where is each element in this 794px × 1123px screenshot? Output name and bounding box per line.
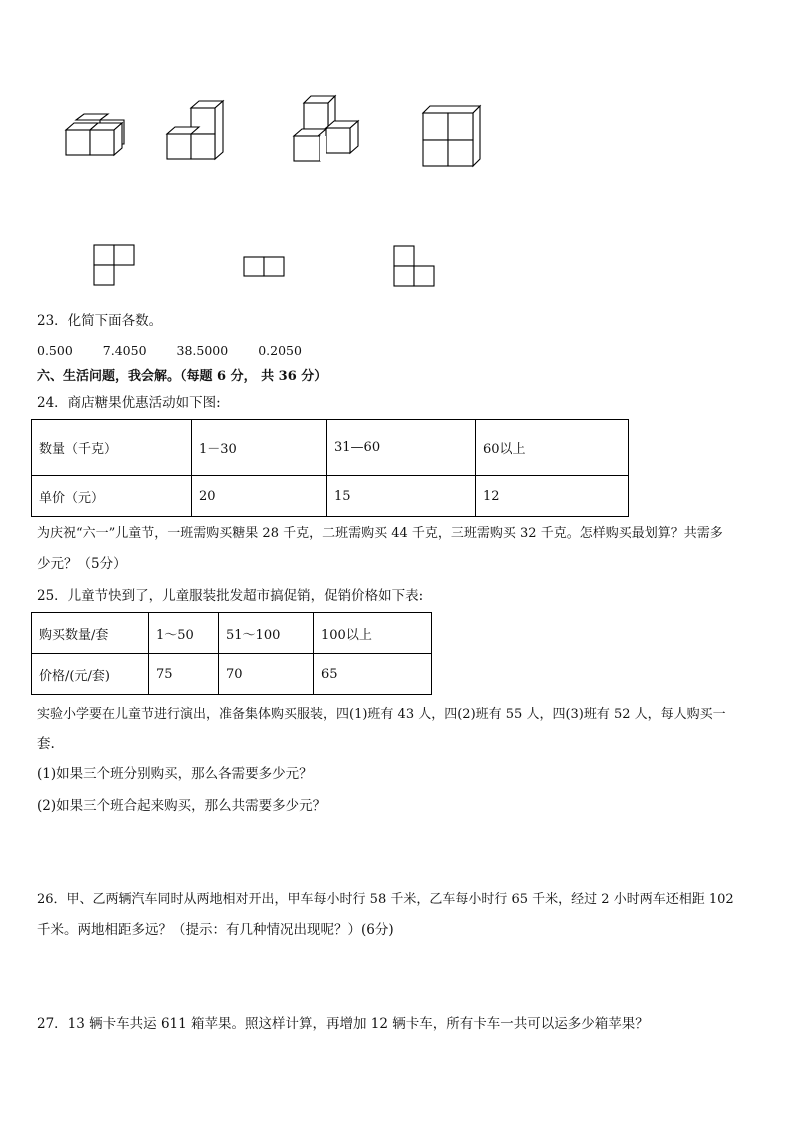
table-cell: 100以上 [314, 613, 432, 654]
table-cell: 31—60 [327, 420, 476, 476]
q24-text-line-1: 为庆祝“六一”儿童节，一班需购买糖果 28 千克，二班需购买 44 千克，三班需购买 32 千克。怎样购买最划算？共需多 [37, 526, 723, 541]
q23-title: 23．化简下面各数。 [37, 313, 163, 329]
q24-title: 24．商店糖果优惠活动如下图: [37, 395, 221, 411]
cube-figure-2 [163, 98, 233, 163]
cube-figure-3 [290, 94, 365, 164]
q27-text: 27．13 辆卡车共运 611 箱苹果。照这样计算，再增加 12 辆卡车，所有卡车一共可以运多少箱苹果？ [37, 1016, 649, 1032]
section-6-heading: 六、生活问题，我会解。（每题 6 分， 共 36 分） [37, 369, 328, 384]
table-cell: 65 [314, 654, 432, 695]
table-cell: 15 [327, 476, 476, 517]
q25-sub-question-1: (1)如果三个班分别购买，那么各需要多少元？ [37, 766, 313, 782]
table-cell: 单价（元） [32, 476, 192, 517]
q24-text-line-2: 少元？（5分） [37, 556, 127, 572]
table-row [32, 476, 629, 517]
q25-text-line-1: 实验小学要在儿童节进行演出，准备集体购买服装，四(1)班有 43 人，四(2)班有 55 人，四(3)班有 52 人，每人购买一 [37, 707, 726, 722]
table-cell: 1－30 [192, 420, 327, 476]
table-cell: 数量（千克） [32, 420, 192, 476]
q26-text-line-2: 千米。两地相距多远？（提示：有几种情况出现呢？）(6分) [37, 922, 394, 938]
cube-figure-4 [418, 104, 488, 169]
table-cell: 75 [149, 654, 219, 695]
q23-number: 38.5000 [176, 343, 229, 358]
view-shape-1 [93, 244, 138, 289]
q23-number: 7.4050 [102, 343, 147, 358]
table-row [32, 420, 629, 476]
q26-text-line-1: 26．甲、乙两辆汽车同时从两地相对开出，甲车每小时行 58 千米，乙车每小时行 65 千米，经过 2 小时两车还相距 102 [37, 892, 734, 907]
q25-title: 25．儿童节快到了，儿童服装批发超市搞促销，促销价格如下表: [37, 588, 424, 604]
q23-number: 0.2050 [258, 343, 302, 358]
view-shape-3 [393, 245, 438, 290]
q25-price-table [31, 612, 432, 695]
q25-sub-question-2: (2)如果三个班合起来购买，那么共需要多少元？ [37, 798, 327, 814]
view-shape-2 [243, 256, 288, 281]
table-cell: 20 [192, 476, 327, 517]
q24-price-table [31, 419, 629, 517]
q23-number: 0.500 [37, 343, 73, 358]
table-cell: 60以上 [476, 420, 629, 476]
cube-figure-1 [60, 112, 130, 162]
table-cell: 51～100 [219, 613, 314, 654]
table-row [32, 613, 432, 654]
table-cell: 价格/(元/套) [32, 654, 149, 695]
table-cell: 1～50 [149, 613, 219, 654]
table-cell: 购买数量/套 [32, 613, 149, 654]
table-row [32, 654, 432, 695]
table-cell: 12 [476, 476, 629, 517]
q23-numbers [37, 341, 328, 361]
q25-text-line-2: 套. [37, 736, 55, 752]
table-cell: 70 [219, 654, 314, 695]
